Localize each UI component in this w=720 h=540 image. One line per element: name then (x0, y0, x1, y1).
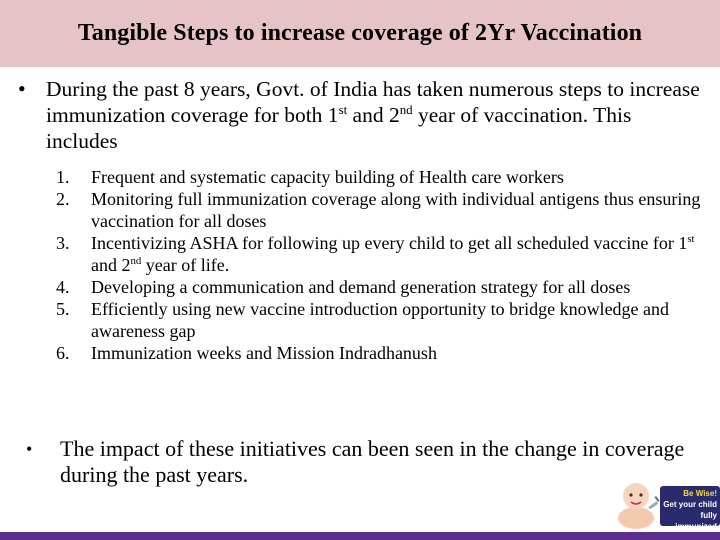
badge-line-3: fully immunized (675, 511, 717, 531)
step-number: 2. (56, 189, 70, 209)
step-text: Immunization weeks and Mission Indradhanush (91, 343, 437, 363)
step-item (56, 232, 711, 276)
bullet-impact (26, 436, 706, 488)
step-text: Incentivizing ASHA for following up every child to get all scheduled vaccine for 1st and 2nd year of life. (91, 233, 695, 275)
immunization-badge (614, 478, 720, 530)
bullet-intro (18, 76, 708, 154)
slide-title: Tangible Steps to increase coverage of 2Yr Vaccination (77, 20, 643, 46)
step-number: 6. (56, 343, 70, 363)
step-item (56, 188, 711, 232)
step-text: Efficiently using new vaccine introduction opportunity to bridge knowledge and awareness gap (91, 299, 670, 341)
step-number: 4. (56, 277, 70, 297)
bullet-marker: • (26, 439, 33, 459)
step-text: Frequent and systematic capacity building of Health care workers (91, 167, 564, 187)
step-number: 1. (56, 167, 70, 187)
step-item (56, 166, 711, 188)
badge-line-2: Get your child (663, 500, 717, 509)
step-text: Monitoring full immunization coverage along with individual antigens thus ensuring vaccination for all doses (91, 189, 701, 231)
step-item (56, 298, 711, 342)
title-bar (0, 0, 720, 67)
bullet-marker: • (18, 76, 26, 101)
badge-label (660, 486, 720, 531)
step-item (56, 276, 711, 298)
bullet-intro-text: During the past 8 years, Govt. of India has taken numerous steps to increase immunization coverage for both 1st and 2nd year of vaccination. This includes (46, 77, 700, 153)
step-item (56, 342, 711, 364)
bullet-impact-text: The impact of these initiatives can been seen in the change in coverage during the past years. (60, 436, 685, 487)
baby-icon (614, 478, 664, 530)
step-text: Developing a communication and demand generation strategy for all doses (91, 277, 631, 297)
bottom-stripe (0, 532, 720, 540)
step-number: 3. (56, 233, 70, 253)
step-number: 5. (56, 299, 70, 319)
badge-line-1: Be Wise! (683, 489, 717, 498)
steps-list (56, 166, 711, 364)
